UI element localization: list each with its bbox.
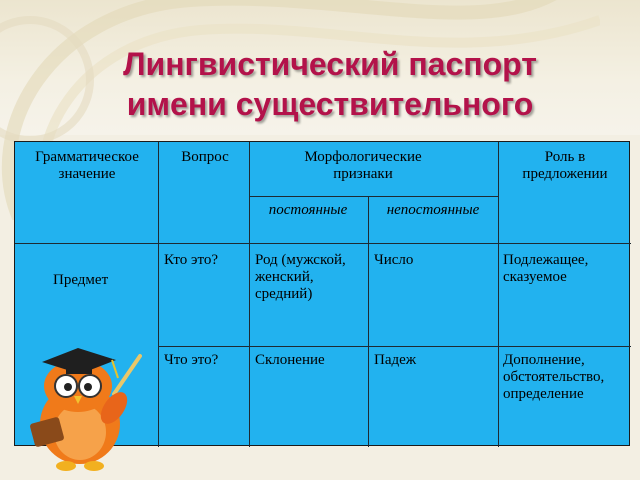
header-question: Вопрос (181, 149, 229, 165)
header-non-permanent: непостоянные (386, 202, 480, 218)
row-1-permanent: Род (мужской, женский, средний) (255, 252, 346, 302)
row-1-non-permanent: Число (374, 252, 414, 268)
owl-professor-icon (22, 342, 142, 474)
header-permanent: постоянные (268, 202, 348, 218)
table-divider (368, 196, 369, 447)
row-1-question: Кто это? (164, 252, 218, 268)
row-2-role: Дополнение, обстоятельство, определение (503, 352, 605, 402)
table-divider (158, 142, 159, 447)
title-line-1: Лингвистический паспорт (123, 46, 537, 82)
header-grammatical-meaning: Грамматическое значение (35, 149, 139, 182)
row-1-role: Подлежащее, сказуемое (503, 252, 589, 285)
table-divider (498, 142, 499, 447)
row-2-permanent: Склонение (255, 352, 325, 368)
table-divider (158, 346, 631, 347)
row-2-question: Что это? (164, 352, 219, 368)
table-divider (249, 142, 250, 447)
header-morphological-features: Морфологические признаки (304, 149, 422, 182)
grammatical-meaning-value: Предмет (53, 272, 109, 288)
header-sentence-role: Роль в предложении (522, 149, 608, 182)
row-2-non-permanent: Падеж (374, 352, 417, 368)
page-title (40, 44, 620, 124)
table-divider (249, 196, 498, 197)
title-line-2: имени существительного (126, 86, 534, 122)
table-divider (15, 243, 631, 244)
